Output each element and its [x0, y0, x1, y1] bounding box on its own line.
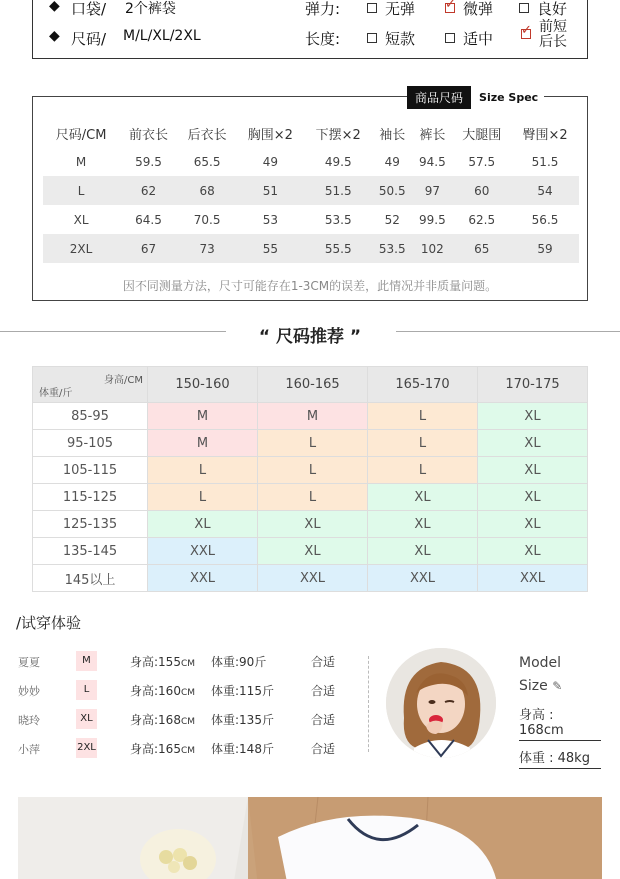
recommended-size-cell: XL [368, 511, 478, 538]
table-row [33, 430, 588, 457]
spec-header-hip: 臀围×2 [522, 127, 568, 143]
table-cell: M [75, 154, 87, 169]
diamond-bullet-icon: ◆ [49, 28, 60, 44]
recommended-size-cell: L [368, 403, 478, 430]
model-height-stat: 身高 : 168cm [519, 704, 601, 741]
tester-fit: 合适 [311, 742, 336, 756]
try-on-title: /试穿体验 [16, 614, 82, 632]
table-row [33, 538, 588, 565]
recommended-size-cell: L [258, 484, 368, 511]
weight-row-label: 125-135 [33, 511, 148, 538]
table-cell: XL [73, 212, 89, 227]
weight-axis-label: 体重/斤 [39, 388, 73, 399]
table-cell: 50.5 [372, 176, 412, 205]
table-cell: 55.5 [304, 234, 372, 263]
size-spec-box [32, 91, 588, 301]
table-cell: 2XL [43, 234, 119, 263]
size-spec-tag [407, 86, 544, 108]
elasticity-option-slight: ✓ 微弹 [445, 0, 493, 19]
recommended-size-cell: L [368, 430, 478, 457]
length-option-short: 短款 [367, 28, 415, 49]
recommended-size-cell: XXL [148, 538, 258, 565]
size-spec-table [43, 119, 579, 263]
checkbox-icon [367, 3, 377, 13]
checkbox-checked-icon [521, 29, 531, 39]
table-cell: 62 [119, 176, 178, 205]
spec-header-size: 尺码/CM [55, 127, 107, 143]
height-column-header: 150-160 [148, 367, 258, 403]
model-info [519, 652, 601, 769]
recommended-size-cell: XL [478, 538, 588, 565]
size-value: M/L/XL/2XL [123, 28, 201, 44]
checkbox-icon [367, 33, 377, 43]
table-cell: 60 [452, 176, 511, 205]
recommended-size-cell: XXL [478, 565, 588, 592]
table-cell: 70.5 [193, 212, 221, 227]
size-recommend-table [32, 366, 588, 592]
recommended-size-cell: L [148, 457, 258, 484]
size-recommend-title: “ 尺码推荐 ” [258, 327, 362, 347]
tester-name: 小萍 [18, 743, 40, 756]
size-label: 尺码/ [71, 30, 107, 48]
height-column-header: 160-165 [258, 367, 368, 403]
table-cell: 102 [412, 234, 452, 263]
table-row [33, 403, 588, 430]
recommended-size-cell: XL [478, 457, 588, 484]
height-axis-label: 身高/CM [104, 375, 143, 386]
recommended-size-cell: XL [258, 538, 368, 565]
table-cell: 55 [236, 234, 304, 263]
tester-weight: 体重:115斤 [211, 684, 274, 698]
pencil-icon: ✎ [552, 679, 563, 693]
model-size-label: Size ✎ [519, 678, 563, 694]
checkbox-checked-icon [445, 3, 455, 13]
recommended-size-cell: XXL [148, 565, 258, 592]
table-row [43, 176, 579, 205]
table-cell: 52 [384, 212, 400, 227]
recommended-size-cell: XL [148, 511, 258, 538]
tester-weight: 体重:90斤 [211, 655, 267, 669]
length-option-front-short-back-long: ✓前短 后长 [521, 20, 567, 50]
height-column-header: 170-175 [478, 367, 588, 403]
table-cell: 51.5 [531, 154, 559, 169]
tester-fit: 合适 [311, 713, 336, 727]
table-row [33, 457, 588, 484]
tester-name: 夏夏 [18, 656, 40, 669]
table-cell: 49 [384, 154, 400, 169]
recommended-size-cell: XL [478, 511, 588, 538]
tester-size-badge: L [76, 680, 97, 700]
tester-size-badge: 2XL [76, 738, 97, 758]
table-cell: 59 [511, 234, 579, 263]
tester-name: 晓玲 [18, 714, 40, 727]
recommended-size-cell: L [368, 457, 478, 484]
table-cell: 94.5 [419, 154, 446, 169]
table-cell: 59.5 [135, 154, 162, 169]
checkbox-icon [445, 33, 455, 43]
table-row [43, 205, 579, 234]
tester-height: 身高:168CM [130, 713, 196, 727]
product-photo [18, 797, 602, 879]
recommended-size-cell: XL [368, 538, 478, 565]
table-cell: 53 [262, 212, 278, 227]
size-spec-header-row [43, 119, 579, 147]
table-cell: 62.5 [468, 212, 496, 227]
tester-size-badge: XL [76, 709, 97, 729]
weight-row-label: 145以上 [33, 565, 148, 592]
diamond-bullet-icon: ◆ [49, 0, 60, 14]
attribute-box [32, 0, 588, 59]
tester-height: 身高:155CM [130, 655, 196, 669]
spec-header-thigh: 大腿围 [462, 127, 502, 143]
table-cell: 49 [262, 154, 278, 169]
recommended-size-cell: L [258, 430, 368, 457]
attribute-row-size-length [33, 19, 587, 52]
table-cell: 56.5 [531, 212, 559, 227]
recommend-header-row [33, 367, 588, 403]
model-weight-stat: 体重 : 48kg [519, 747, 601, 769]
recommend-corner-cell [33, 367, 148, 403]
table-row [43, 234, 579, 263]
recommended-size-cell: L [148, 484, 258, 511]
spec-header-pants-length: 裤长 [419, 127, 446, 143]
recommended-size-cell: XL [478, 403, 588, 430]
size-spec-tag-en: Size Spec [479, 91, 539, 104]
table-cell: 67 [119, 234, 178, 263]
length-option-medium: 适中 [445, 28, 493, 49]
attribute-row-pocket-elasticity [33, 0, 587, 22]
height-column-header: 165-170 [368, 367, 478, 403]
recommended-size-cell: XL [258, 511, 368, 538]
size-spec-tag-zh: 商品尺码 [407, 86, 471, 109]
try-on-row [0, 651, 360, 671]
table-cell: 65.5 [193, 154, 221, 169]
weight-row-label: 105-115 [33, 457, 148, 484]
recommended-size-cell: M [258, 403, 368, 430]
recommended-size-cell: L [258, 457, 368, 484]
table-cell: 51 [236, 176, 304, 205]
tester-height: 身高:160CM [130, 684, 196, 698]
spec-header-front-length: 前衣长 [128, 127, 168, 143]
tester-fit: 合适 [311, 655, 336, 669]
model-photo [386, 648, 496, 758]
table-row [33, 511, 588, 538]
tester-height: 身高:165CM [130, 742, 196, 756]
table-cell: 51.5 [304, 176, 372, 205]
length-label: 长度: [305, 30, 341, 48]
table-cell: 53.5 [324, 212, 352, 227]
try-on-row [0, 709, 360, 729]
weight-row-label: 85-95 [33, 403, 148, 430]
recommended-size-cell: XL [478, 430, 588, 457]
recommended-size-cell: M [148, 403, 258, 430]
weight-row-label: 135-145 [33, 538, 148, 565]
try-on-row [0, 680, 360, 700]
tester-fit: 合适 [311, 684, 336, 698]
pocket-label: 口袋/ [71, 0, 107, 18]
try-on-row [0, 738, 360, 758]
table-cell: 99.5 [419, 212, 446, 227]
recommended-size-cell: XXL [258, 565, 368, 592]
spec-header-chest: 胸围×2 [247, 127, 293, 143]
recommend-table-body [33, 403, 588, 592]
recommended-size-cell: M [148, 430, 258, 457]
table-cell: 54 [511, 176, 579, 205]
tester-name: 妙妙 [18, 685, 40, 698]
table-cell: 65 [452, 234, 511, 263]
recommended-size-cell: XL [368, 484, 478, 511]
spec-header-back-length: 后衣长 [187, 127, 227, 143]
table-cell: 97 [412, 176, 452, 205]
table-row [43, 147, 579, 176]
table-cell: L [43, 176, 119, 205]
table-cell: 68 [178, 176, 237, 205]
table-cell: 53.5 [372, 234, 412, 263]
table-row [33, 565, 588, 592]
checkbox-icon [519, 3, 529, 13]
dashed-divider [368, 656, 369, 752]
spec-header-sleeve: 袖长 [379, 127, 406, 143]
table-cell: 49.5 [324, 154, 352, 169]
measurement-note: 因不同测量方法，尺寸可能存在1-3CM的误差，此情况并非质量问题。 [122, 279, 498, 293]
elasticity-label: 弹力: [305, 0, 341, 18]
elasticity-option-good: 良好 [519, 0, 567, 19]
tester-size-badge: M [76, 651, 97, 671]
model-label: Model [519, 655, 562, 671]
table-cell: 73 [178, 234, 237, 263]
elasticity-option-none: 无弹 [367, 0, 415, 19]
weight-row-label: 115-125 [33, 484, 148, 511]
weight-row-label: 95-105 [33, 430, 148, 457]
tester-weight: 体重:135斤 [211, 713, 274, 727]
recommended-size-cell: XL [478, 484, 588, 511]
table-row [33, 484, 588, 511]
spec-header-hem: 下摆×2 [315, 127, 361, 143]
table-cell: 64.5 [135, 212, 162, 227]
recommended-size-cell: XXL [368, 565, 478, 592]
table-cell: 57.5 [468, 154, 496, 169]
tester-weight: 体重:148斤 [211, 742, 274, 756]
pocket-value: 2个裤袋 [125, 1, 176, 17]
